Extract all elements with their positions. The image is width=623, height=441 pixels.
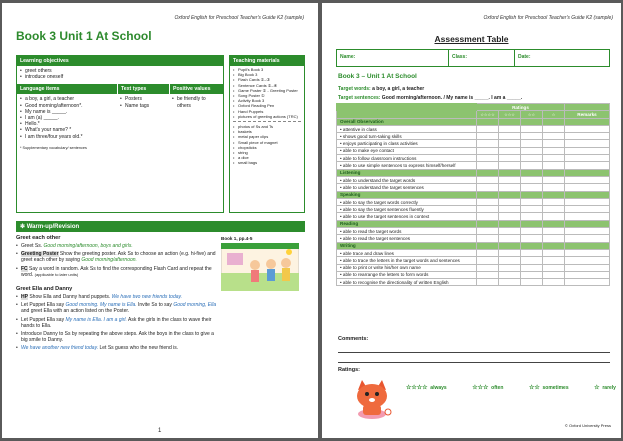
rating-cell[interactable] <box>543 228 565 235</box>
remarks-cell[interactable] <box>565 206 610 213</box>
objective-item: • greet others <box>20 68 220 74</box>
cat-mascot-illustration <box>348 376 396 420</box>
assessment-table-wrap <box>336 103 610 286</box>
remarks-cell[interactable] <box>565 257 610 264</box>
greet-ella-danny-heading: Greet Ella and Danny <box>16 286 73 293</box>
rating-cell[interactable] <box>521 155 543 162</box>
material-item: • chopsticks <box>233 145 301 150</box>
remarks-cell[interactable] <box>565 279 610 286</box>
rating-columns-row <box>337 111 610 118</box>
rating-cell[interactable] <box>477 162 499 169</box>
criterion-label: • able to understand the target sentences <box>337 184 477 191</box>
warmup-steps-2 <box>16 294 217 352</box>
rating-cell[interactable] <box>521 264 543 271</box>
rating-cell[interactable] <box>477 133 499 140</box>
criterion-label: • able to print or write his/her own name <box>337 264 477 271</box>
language-item: • My name is _____. <box>20 109 114 115</box>
category-row <box>337 118 610 125</box>
language-item: • I am (a) _____. <box>20 115 114 121</box>
criterion-row <box>337 133 610 140</box>
rating-cell[interactable] <box>499 264 521 271</box>
category-row <box>337 169 610 176</box>
rating-cell[interactable] <box>543 162 565 169</box>
ratings-legend <box>406 384 616 391</box>
language-items-heading: Language items <box>17 84 117 94</box>
rating-cell[interactable] <box>477 176 499 183</box>
language-item: • What's your name? * <box>20 127 114 133</box>
rating-cell[interactable] <box>543 271 565 278</box>
material-item: • Game Poster ① - Greeting Poster <box>233 88 301 93</box>
comments-line[interactable] <box>338 362 610 363</box>
teaching-materials-box <box>229 55 305 213</box>
rating-cell[interactable] <box>543 206 565 213</box>
ratings-header: Ratings <box>477 104 565 111</box>
criterion-label: • enjoys participating in class activities <box>337 140 477 147</box>
rating-cell[interactable] <box>477 213 499 220</box>
assessment-page <box>322 3 621 438</box>
legend-always: ☆☆☆☆ always <box>406 385 447 391</box>
rating-cell[interactable] <box>499 279 521 286</box>
rating-cell[interactable] <box>477 264 499 271</box>
material-item: • photos of Ss and Ts <box>233 124 301 129</box>
remarks-cell[interactable] <box>565 162 610 169</box>
category-row <box>337 242 610 249</box>
greet-each-other-heading: Greet each other <box>16 235 61 241</box>
material-item: • Activity Book 3 <box>233 98 301 103</box>
criterion-label: • able to use simple sentences to express himself/herself <box>337 162 477 169</box>
criterion-row <box>337 228 610 235</box>
rating-cell[interactable] <box>499 176 521 183</box>
rating-cell[interactable] <box>499 213 521 220</box>
rating-cell[interactable] <box>521 133 543 140</box>
rating-cell[interactable] <box>543 213 565 220</box>
criterion-row <box>337 206 610 213</box>
extra-materials-list <box>230 123 304 167</box>
criterion-row <box>337 198 610 205</box>
material-item: • metal paper clips <box>233 134 301 139</box>
warmup-section <box>16 221 305 426</box>
criterion-label: • attentive in class <box>337 125 477 132</box>
rating-cell[interactable] <box>477 140 499 147</box>
rating-cell[interactable] <box>521 206 543 213</box>
objectives-box <box>16 55 224 213</box>
student-info-box <box>336 49 610 67</box>
criterion-row <box>337 264 610 271</box>
rating-cell[interactable] <box>499 133 521 140</box>
lesson-plan-page <box>2 3 318 438</box>
rating-cell[interactable] <box>521 257 543 264</box>
category-name: Listening <box>337 169 477 176</box>
material-item: • Small piece of magnet <box>233 140 301 145</box>
rating-cell[interactable] <box>477 271 499 278</box>
step-item: • FC Say a word in random. Ask Ss to find the corresponding Flash Card and repeat the word. (applicable to later units) <box>16 266 217 278</box>
criterion-label: • able to recognise the directionality of written English <box>337 279 477 286</box>
criterion-label: • able trace and draw lines <box>337 249 477 256</box>
book-page-thumbnail <box>221 243 299 291</box>
category-row <box>337 191 610 198</box>
criterion-label: • able to read the target words <box>337 228 477 235</box>
class-field[interactable]: Class: <box>449 50 515 66</box>
rating-cell[interactable] <box>477 279 499 286</box>
criterion-label: • able to rearrange the letters to form words <box>337 271 477 278</box>
remarks-header: Remarks <box>565 111 610 118</box>
rating-cell[interactable] <box>543 279 565 286</box>
comments-line[interactable] <box>338 352 610 353</box>
rating-cell[interactable] <box>499 198 521 205</box>
language-item: • a boy, a girl, a teacher <box>20 96 114 102</box>
criterion-label: • able to use the target sentences in context <box>337 213 477 220</box>
criterion-row <box>337 249 610 256</box>
assessment-title: Assessment Table <box>434 34 509 44</box>
criterion-label: • able to make eye contact <box>337 147 477 154</box>
category-name: Reading <box>337 220 477 227</box>
rating-cell[interactable] <box>499 235 521 242</box>
rating-cell[interactable] <box>543 140 565 147</box>
rating-cell[interactable] <box>477 198 499 205</box>
rating-col-3: ☆☆☆ <box>499 111 521 118</box>
step-item: • Introduce Danny to Ss by repeating the above steps. Ask the boys in the class to give a big smile to Danny. <box>16 331 217 343</box>
material-item: • pictures of greeting actions (TRC) <box>233 114 301 119</box>
rating-cell[interactable] <box>543 249 565 256</box>
page-header: Oxford English for Preschool Teacher's Guide K2 (sample) <box>174 15 304 21</box>
teaching-materials-heading: Teaching materials <box>230 56 304 66</box>
category-name: Overall Observation <box>337 118 477 125</box>
material-item: • string <box>233 150 301 155</box>
rating-cell[interactable] <box>521 228 543 235</box>
rating-cell[interactable] <box>499 184 521 191</box>
material-item: • Song Poster ① <box>233 93 301 98</box>
remarks-cell[interactable] <box>565 184 610 191</box>
criterion-row <box>337 155 610 162</box>
remarks-cell[interactable] <box>565 140 610 147</box>
criterion-row <box>337 271 610 278</box>
rating-cell[interactable] <box>521 235 543 242</box>
remarks-cell[interactable] <box>565 176 610 183</box>
rating-cell[interactable] <box>499 249 521 256</box>
remarks-cell[interactable] <box>565 228 610 235</box>
name-field[interactable]: Name: <box>337 50 449 66</box>
criterion-label: • able to follow classroom instructions <box>337 155 477 162</box>
rating-cell[interactable] <box>499 140 521 147</box>
category-name: Speaking <box>337 191 477 198</box>
rating-cell[interactable] <box>521 125 543 132</box>
rating-cell[interactable] <box>521 213 543 220</box>
rating-cell[interactable] <box>521 184 543 191</box>
learning-objectives-heading: Learning objectives <box>17 56 223 66</box>
material-item: • Pupil's Book 3 <box>233 67 301 72</box>
material-item: • Oxford Reading Pen <box>233 103 301 108</box>
criterion-row <box>337 213 610 220</box>
objective-item: • introduce oneself <box>20 74 220 80</box>
remarks-cell[interactable] <box>565 147 610 154</box>
text-type-item: • Name tags <box>120 103 166 109</box>
step-item: • Let Puppet Ella say My name is Ella. I am a girl. Ask the girls in the class to wave their hands to Ella. <box>16 317 217 329</box>
criterion-label: • able to trace the letters in the target words and sentences <box>337 257 477 264</box>
step-item: • Greet Ss. Good morning/afternoon, boys and girls. <box>16 243 217 249</box>
language-item: • Good morning/afternoon*. <box>20 103 114 109</box>
rating-cell[interactable] <box>521 271 543 278</box>
rating-cell[interactable] <box>543 176 565 183</box>
rating-cell[interactable] <box>543 235 565 242</box>
ratings-header-row <box>337 104 610 111</box>
material-item: • baskets <box>233 129 301 134</box>
rating-cell[interactable] <box>477 235 499 242</box>
sun-icon: ✻ <box>20 224 26 230</box>
remarks-cell[interactable] <box>565 249 610 256</box>
criterion-label: • able to say the target sentences fluently <box>337 206 477 213</box>
remarks-cell[interactable] <box>565 213 610 220</box>
remarks-cell[interactable] <box>565 125 610 132</box>
rating-cell[interactable] <box>543 125 565 132</box>
text-types-list <box>120 96 166 108</box>
rating-cell[interactable] <box>499 271 521 278</box>
criterion-row <box>337 184 610 191</box>
rating-col-1: ☆ <box>543 111 565 118</box>
remarks-cell[interactable] <box>565 198 610 205</box>
material-item: • Sentence Cards ①–④ <box>233 83 301 88</box>
criterion-row <box>337 140 610 147</box>
material-item: • Hand Puppets <box>233 109 301 114</box>
positive-value-item: • be friendly to others <box>172 96 220 108</box>
rating-cell[interactable] <box>543 155 565 162</box>
rating-cell[interactable] <box>477 147 499 154</box>
rating-cell[interactable] <box>477 257 499 264</box>
assessment-table <box>336 103 610 286</box>
remarks-cell[interactable] <box>565 271 610 278</box>
rating-cell[interactable] <box>543 264 565 271</box>
rating-cell[interactable] <box>521 140 543 147</box>
criterion-row <box>337 235 610 242</box>
criterion-label: • able to say the target words correctly <box>337 198 477 205</box>
criterion-row <box>337 176 610 183</box>
material-item: • a dice <box>233 155 301 160</box>
learning-objectives-list <box>17 66 223 82</box>
rating-cell[interactable] <box>499 257 521 264</box>
rating-cell[interactable] <box>543 198 565 205</box>
material-item: • Flash Cards ①–③ <box>233 77 301 82</box>
criterion-row <box>337 257 610 264</box>
date-field[interactable]: Date: <box>518 54 531 60</box>
language-items-list <box>20 96 114 139</box>
criterion-row <box>337 162 610 169</box>
teaching-materials-list <box>230 66 304 120</box>
page-title: Book 3 Unit 1 At School <box>16 29 152 43</box>
step-item: • HP Show Ella and Danny hand puppets. We have two new friends today. <box>16 294 217 300</box>
legend-rarely: ☆ rarely <box>594 385 616 391</box>
rating-cell[interactable] <box>543 257 565 264</box>
remarks-cell[interactable] <box>565 235 610 242</box>
rating-cell[interactable] <box>499 162 521 169</box>
page-header: Oxford English for Preschool Teacher's Guide K2 (sample) <box>483 15 613 21</box>
supplementary-footnote: * Supplementary vocabulary/ sentences <box>20 145 87 150</box>
book-reference: Book 1, pp.4-5 <box>221 236 253 241</box>
text-type-item: • Posters <box>120 96 166 102</box>
text-types-heading: Text types <box>118 84 169 94</box>
language-item: • I am three/four years old.* <box>20 134 114 140</box>
positive-values-heading: Positive values <box>170 84 223 94</box>
criterion-row <box>337 279 610 286</box>
rating-col-4: ☆☆☆☆ <box>477 111 499 118</box>
criterion-row <box>337 147 610 154</box>
rating-cell[interactable] <box>521 279 543 286</box>
remarks-cell[interactable] <box>565 133 610 140</box>
rating-cell[interactable] <box>521 147 543 154</box>
rating-cell[interactable] <box>521 176 543 183</box>
rating-cell[interactable] <box>477 249 499 256</box>
warmup-heading <box>16 221 305 232</box>
rating-cell[interactable] <box>477 155 499 162</box>
rating-cell[interactable] <box>477 125 499 132</box>
target-words: Target words: a boy, a girl, a teacher <box>338 86 425 92</box>
material-item: • Big Book 3 <box>233 72 301 77</box>
category-name: Writing <box>337 242 477 249</box>
copyright: © Oxford University Press <box>564 423 611 428</box>
legend-often: ☆☆☆ often <box>472 385 504 391</box>
rating-cell[interactable] <box>477 228 499 235</box>
page-number: 1 <box>158 428 162 434</box>
rating-cell[interactable] <box>543 133 565 140</box>
language-item: • Hello.* <box>20 121 114 127</box>
rating-cell[interactable] <box>521 162 543 169</box>
rating-col-2: ☆☆ <box>521 111 543 118</box>
rating-cell[interactable] <box>499 206 521 213</box>
remarks-cell[interactable] <box>565 264 610 271</box>
material-item: • small bags <box>233 160 301 165</box>
rating-cell[interactable] <box>499 228 521 235</box>
step-item: • We have another new friend today. Let Ss guess who the new friend is. <box>16 345 217 351</box>
rating-cell[interactable] <box>499 125 521 132</box>
rating-cell[interactable] <box>521 198 543 205</box>
step-item: • Greeting Poster Show the greeting poster. Ask Ss to choose an action (e.g. hi-five) and greet each other by saying Good morning/afternoon. <box>16 251 217 263</box>
legend-sometimes: ☆☆ sometimes <box>528 385 569 391</box>
positive-values-list <box>172 96 220 108</box>
unit-heading: Book 3 – Unit 1 At School <box>338 73 417 80</box>
rating-cell[interactable] <box>543 184 565 191</box>
criterion-label: • shows good turn-taking skills <box>337 133 477 140</box>
category-row <box>337 220 610 227</box>
remarks-cell[interactable] <box>565 155 610 162</box>
step-item: • Let Puppet Ella say Good morning. My name is Ella. Invite Ss to say Good morning, Ella and greet Ella with an action listed on the Poster. <box>16 302 217 314</box>
rating-cell[interactable] <box>477 184 499 191</box>
criterion-label: • able to read the target sentences <box>337 235 477 242</box>
warmup-title: Warm-up/Revision <box>26 224 80 230</box>
rating-cell[interactable] <box>477 206 499 213</box>
criterion-row <box>337 125 610 132</box>
rating-cell[interactable] <box>499 147 521 154</box>
criterion-label: • able to understand the target words <box>337 176 477 183</box>
target-sentences: Target sentences: Good morning/afternoon. / My name is _____. I am a _____. <box>338 95 523 101</box>
rating-cell[interactable] <box>543 147 565 154</box>
rating-cell[interactable] <box>499 155 521 162</box>
ratings-label: Ratings: <box>338 367 360 373</box>
warmup-steps-1 <box>16 243 217 278</box>
rating-cell[interactable] <box>521 249 543 256</box>
comments-label: Comments: <box>338 336 369 342</box>
